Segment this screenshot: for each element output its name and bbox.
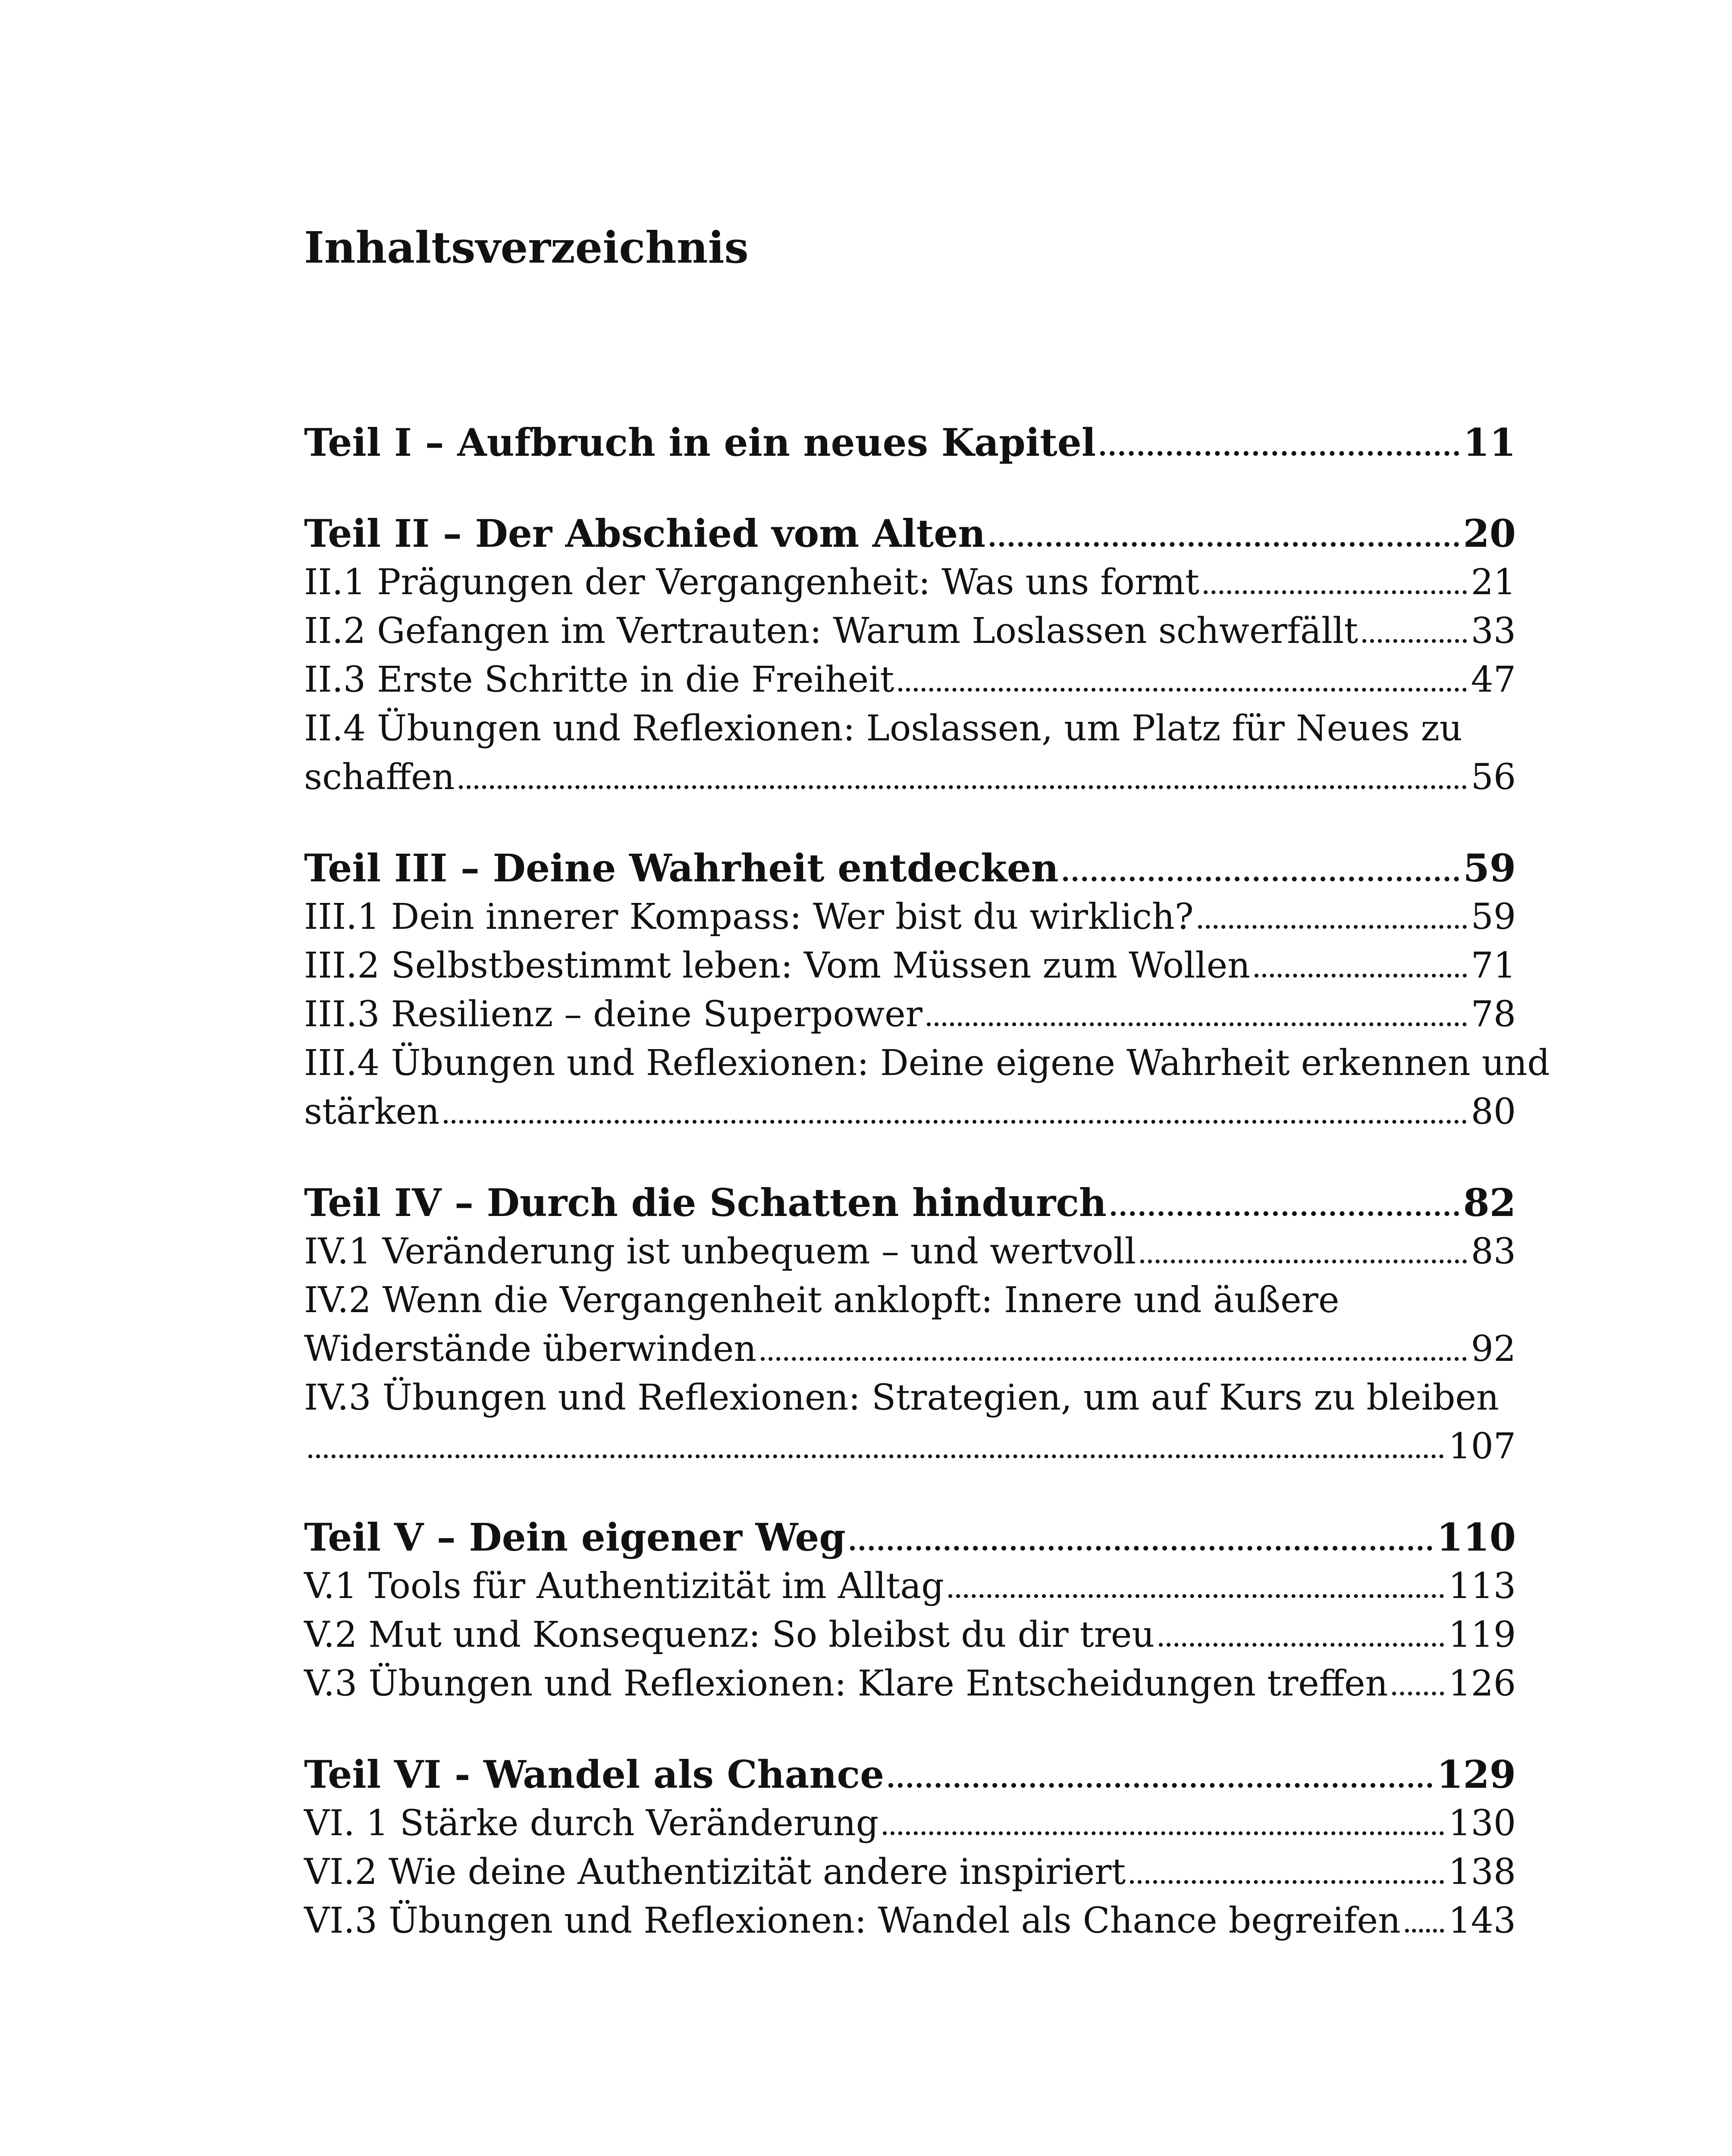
toc-entry[interactable] <box>304 558 1516 607</box>
toc-entry[interactable] <box>304 1227 1516 1276</box>
part-page-number: 20 <box>1463 511 1516 556</box>
part-page-number: 110 <box>1437 1515 1516 1560</box>
toc-entry-line1[interactable] <box>304 704 1516 753</box>
entry-label-line1: IV.3 Übungen und Reflexionen: Strategien, um auf Kurs zu bleiben <box>304 1377 1499 1418</box>
toc-entry-line1[interactable] <box>304 1039 1550 1087</box>
toc-part <box>304 844 1550 1136</box>
entry-page-number: 21 <box>1471 562 1516 603</box>
entry-page-number: 138 <box>1448 1852 1516 1893</box>
dot-leader <box>308 1454 1444 1458</box>
dot-leader <box>1362 639 1466 643</box>
toc-part-heading[interactable] <box>304 1750 1516 1799</box>
entry-page-number: 83 <box>1471 1231 1516 1272</box>
entry-label: III.3 Resilienz – deine Superpower <box>304 994 922 1035</box>
part-heading-label: Teil IV – Durch die Schatten hindurch <box>304 1180 1107 1225</box>
dot-leader <box>888 1783 1432 1788</box>
toc-part-heading[interactable] <box>304 1178 1516 1227</box>
dot-leader <box>883 1831 1444 1835</box>
entry-page-number: 59 <box>1471 896 1516 937</box>
entry-label: VI. 1 Stärke durch Veränderung <box>304 1803 879 1844</box>
toc-part-heading[interactable] <box>304 418 1516 467</box>
entry-page-number: 78 <box>1471 994 1516 1035</box>
toc-entry[interactable] <box>304 1799 1516 1848</box>
entry-page-number: 92 <box>1471 1329 1516 1369</box>
part-page-number: 59 <box>1463 846 1516 890</box>
dot-leader <box>1198 925 1467 929</box>
dot-leader <box>1111 1211 1459 1216</box>
dot-leader <box>1255 974 1467 978</box>
entry-page-number: 143 <box>1448 1900 1516 1941</box>
toc-part <box>304 1750 1516 1945</box>
toc-entry[interactable] <box>304 655 1516 704</box>
dot-leader <box>459 785 1466 789</box>
part-heading-label: Teil III – Deine Wahrheit entdecken <box>304 846 1059 890</box>
dot-leader <box>898 688 1466 692</box>
entry-page-number: 119 <box>1448 1614 1516 1655</box>
toc-entry-line1[interactable] <box>304 1276 1516 1325</box>
entry-label: II.1 Prägungen der Vergangenheit: Was uns formt <box>304 562 1199 603</box>
toc-part-heading[interactable] <box>304 844 1516 893</box>
toc-entry[interactable] <box>304 990 1516 1039</box>
entry-label: III.2 Selbstbestimmt leben: Vom Müssen zum Wollen <box>304 945 1250 986</box>
toc-entry[interactable] <box>304 753 1516 802</box>
entry-label: Widerstände überwinden <box>304 1329 757 1369</box>
toc-entry[interactable] <box>304 607 1516 655</box>
toc-part <box>304 1513 1516 1708</box>
entry-page-number: 130 <box>1448 1803 1516 1844</box>
entry-label: VI.2 Wie deine Authentizität andere inspiriert <box>304 1852 1126 1893</box>
entry-label: II.2 Gefangen im Vertrauten: Warum Loslassen schwerfällt <box>304 611 1359 652</box>
entry-page-number: 33 <box>1471 611 1516 652</box>
toc-part <box>304 1178 1516 1471</box>
part-heading-label: Teil VI - Wandel als Chance <box>304 1752 885 1797</box>
toc-entry[interactable] <box>304 1325 1516 1373</box>
entry-page-number: 126 <box>1448 1663 1516 1704</box>
entry-page-number: 47 <box>1471 659 1516 700</box>
toc-part <box>304 509 1516 802</box>
entry-label: III.1 Dein innerer Kompass: Wer bist du wirklich? <box>304 896 1194 937</box>
toc-part-heading[interactable] <box>304 1513 1516 1562</box>
dot-leader <box>1100 451 1459 456</box>
dot-leader <box>1063 877 1459 881</box>
part-page-number: 82 <box>1463 1180 1516 1225</box>
toc-entry[interactable] <box>304 1562 1516 1611</box>
dot-leader <box>990 542 1459 547</box>
entry-label: stärken <box>304 1091 440 1132</box>
entry-label: schaffen <box>304 757 455 798</box>
entry-page-number: 71 <box>1471 945 1516 986</box>
toc-entry[interactable] <box>304 941 1516 990</box>
toc-part-heading[interactable] <box>304 509 1516 558</box>
toc-title: Inhaltsverzeichnis <box>304 222 749 273</box>
entry-label-line1: II.4 Übungen und Reflexionen: Loslassen, um Platz für Neues zu <box>304 708 1462 749</box>
entry-label-line1: III.4 Übungen und Reflexionen: Deine eigene Wahrheit erkennen und <box>304 1043 1550 1084</box>
entry-label-line1: IV.2 Wenn die Vergangenheit anklopft: Innere und äußere <box>304 1280 1340 1321</box>
toc-entry-line1[interactable] <box>304 1373 1516 1422</box>
toc-entry[interactable] <box>304 1848 1516 1896</box>
toc-entry[interactable] <box>304 1896 1516 1945</box>
dot-leader <box>1204 590 1467 594</box>
dot-leader <box>1140 1260 1467 1263</box>
dot-leader <box>948 1594 1444 1598</box>
toc-entry[interactable] <box>304 893 1516 941</box>
entry-page-number: 107 <box>1448 1426 1516 1467</box>
dot-leader <box>1130 1880 1444 1884</box>
part-heading-label: Teil II – Der Abschied vom Alten <box>304 511 986 556</box>
toc-list <box>304 418 1550 1987</box>
entry-label: V.2 Mut und Konsequenz: So bleibst du dir treu <box>304 1614 1155 1655</box>
dot-leader <box>1405 1929 1444 1933</box>
toc-part <box>304 418 1516 467</box>
dot-leader <box>1392 1692 1444 1695</box>
part-heading-label: Teil I – Aufbruch in ein neues Kapitel <box>304 420 1096 465</box>
entry-label: II.3 Erste Schritte in die Freiheit <box>304 659 894 700</box>
entry-label: V.3 Übungen und Reflexionen: Klare Entscheidungen treffen <box>304 1663 1388 1704</box>
dot-leader <box>761 1357 1466 1361</box>
dot-leader <box>927 1022 1467 1026</box>
dot-leader <box>850 1546 1432 1551</box>
part-page-number: 129 <box>1437 1752 1516 1797</box>
part-heading-label: Teil V – Dein eigener Weg <box>304 1515 846 1560</box>
entry-label: VI.3 Übungen und Reflexionen: Wandel als Chance begreifen <box>304 1900 1401 1941</box>
part-page-number: 11 <box>1463 420 1516 465</box>
entry-page-number: 56 <box>1471 757 1516 798</box>
entry-page-number: 113 <box>1448 1566 1516 1607</box>
dot-leader <box>1159 1643 1444 1647</box>
dot-leader <box>444 1120 1467 1124</box>
toc-entry[interactable] <box>304 1659 1516 1708</box>
toc-entry[interactable] <box>304 1422 1516 1471</box>
entry-page-number: 80 <box>1471 1091 1516 1132</box>
entry-label: V.1 Tools für Authentizität im Alltag <box>304 1566 944 1607</box>
toc-entry[interactable] <box>304 1611 1516 1659</box>
entry-label: IV.1 Veränderung ist unbequem – und wertvoll <box>304 1231 1136 1272</box>
toc-entry[interactable] <box>304 1087 1516 1136</box>
